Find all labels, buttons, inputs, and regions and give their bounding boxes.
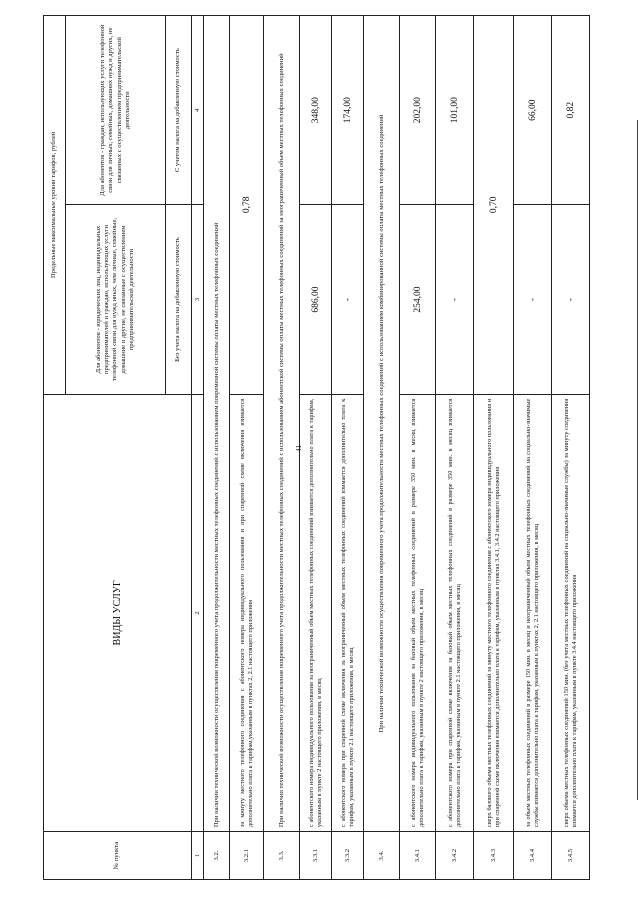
header-row-1 [44,16,66,880]
tariff-value: 0,70 [474,16,514,395]
col-num-1: 1 [192,832,204,880]
rotated-table-wrapper [43,15,606,880]
header-number: № пункта [44,832,192,880]
row-description: за объем местных телефонных соединений в размере 150 мин. в месяц и неограниченный объем местных телефонных соединений на социально-значимые службы взимается дополнительно плата к тарифам, указанным в пунктах 2, 2.1 настоящего приложения, в месяц [514,394,552,831]
tariff-table [43,15,590,880]
tariff-value-without-vat: - [436,205,474,394]
row-description: с абонентского номера индивидуального пользования за неограниченный объем местных телефонных соединений взимается дополнительно плата к тарифам, указанным в пункте 2 настоящего приложения, в месяц [300,394,332,831]
table-row-3-3-2 [332,16,364,880]
col-num-2: 2 [192,394,204,831]
header-max-levels: Предельные максимальные уровни тарифов, рублей [44,16,66,395]
tariff-value-without-vat: - [514,205,552,394]
tariff-value-with-vat: 0,82 [552,16,590,205]
row-description: сверх объема местных телефонных соединений 150 мин. (без учета местных телефонных соединений на социально-значимые службы) за минуту соединения взимается дополнительно плата к тарифам, указанным в пункте 3.4.4 настоящего приложения [552,394,590,831]
tariff-value-with-vat: 174,00 [332,16,364,205]
header-with-vat: С учетом налога на добавленную стоимость [166,16,192,205]
tariff-value-with-vat: 101,00 [436,16,474,205]
section-text: При наличии технической возможности осуществления повременного учета продолжительности местных телефонных соединений с использованием повременной системы оплаты местных телефонных соединений [204,16,230,832]
row-description: сверх базового объема местных телефонных соединений за минуту местного телефонного соединения с абонентского номера индивидуального пользования и при спаренной схеме включения взимается дополнительно плата к тарифам, указанным в пунктах 3.4.1, 3.4.2 настоящего приложения [474,394,514,831]
row-number: 3.4.2 [436,832,474,880]
table-row-3-2-1 [230,16,264,880]
row-number: 3.3.1 [300,832,332,880]
document-sheet [43,15,606,880]
column-number-row [192,16,204,880]
row-description: с абонентского номера при спаренной схеме включения за неограниченный объем местных телефонных соединений взимается дополнительно плата к тарифам, указанным в пункте 2.1 настоящего приложения, в месяц [332,394,364,831]
header-legal-entities: Для абонентов - юридических лиц, индивидуальных предпринимателей и граждан, использующих услуги телефонной связи для нужд иных, чем личные, семейные, домашние и другие, не связанные с осуществлением предпринимательской деятельности [66,205,166,394]
header-citizens: Для абонентов - граждан, использующих услуги телефонной связи для личных, семейных, домашних нужд и других, не связанных с осуществлением предпринимательской деятельности [66,16,166,205]
tariff-value-with-vat: 348,00 [300,16,332,205]
row-number: 3.4.5 [552,832,590,880]
table-row-3-3-1 [300,16,332,880]
row-description: с абонентского номера при спаренной схеме включения за базовый объем местных телефонных соединений в размере 350 мин. в месяц взимается дополнительно плата к тарифам, указанным в пункте 2.1 настоящего приложения, в месяц [436,394,474,831]
row-number: 3.2. [204,832,230,880]
row-number: 3.2.1 [230,832,264,880]
header-without-vat: Без учета налога на добавленную стоимость [166,205,192,394]
header-services: ВИДЫ УСЛУГ [44,394,192,831]
row-description: с абонентского номера индивидуального пользования за базовый объем местных телефонных соединений в размере 350 мин. в месяц взимается дополнительно плата к тарифам, указанным в пункте 2 настоящего приложения, в месяц [400,394,436,831]
table-row-3-4-2 [436,16,474,880]
tariff-value-without-vat: - [332,205,364,394]
table-row-3-4-4 [514,16,552,880]
row-number: 3.3.2 [332,832,364,880]
table-row-3-4 [364,16,400,880]
row-number: 3.4.1 [400,832,436,880]
section-text: При наличии технической возможности осуществления повременного учета продолжительности местных телефонных соединений с использованием абонентской системы оплаты местных телефонных соединений за неограниченный объем местных телефонных соединений [264,16,300,832]
tariff-value-with-vat: 202,00 [400,16,436,205]
tariff-value-with-vat: 66,00 [514,16,552,205]
tariff-value-without-vat: - [552,205,590,394]
row-number: 3.4.4 [514,832,552,880]
tariff-value-without-vat: 686,00 [300,205,332,394]
table-row-3-2 [204,16,230,880]
scan-edge-line [637,120,638,800]
row-number: 3.3. [264,832,300,880]
row-number: 3.4.3 [474,832,514,880]
tariff-value: 0,78 [230,16,264,395]
row-description: за минуту местного телефонного соединения с абонентского номера индивидуального пользования и при спаренной схеме включения взимается дополнительно плата к тарифам,указанным в пунктах 2, 2.1 настоящего приложения [230,394,264,831]
table-row-3-4-1 [400,16,436,880]
table-row-3-4-5 [552,16,590,880]
row-number: 3.4. [364,832,400,880]
tariff-value-without-vat: 254,00 [400,205,436,394]
section-text: При наличии технической возможности осуществления повременного учета продолжительности местных телефонных соединений с использованием комбинированной системы оплаты местных телефонных соединений [364,16,400,832]
table-row-3-4-3 [474,16,514,880]
table-row-3-3 [264,16,300,880]
page-number: 41 [295,445,303,452]
col-num-4: 4 [192,16,204,205]
col-num-3: 3 [192,205,204,394]
